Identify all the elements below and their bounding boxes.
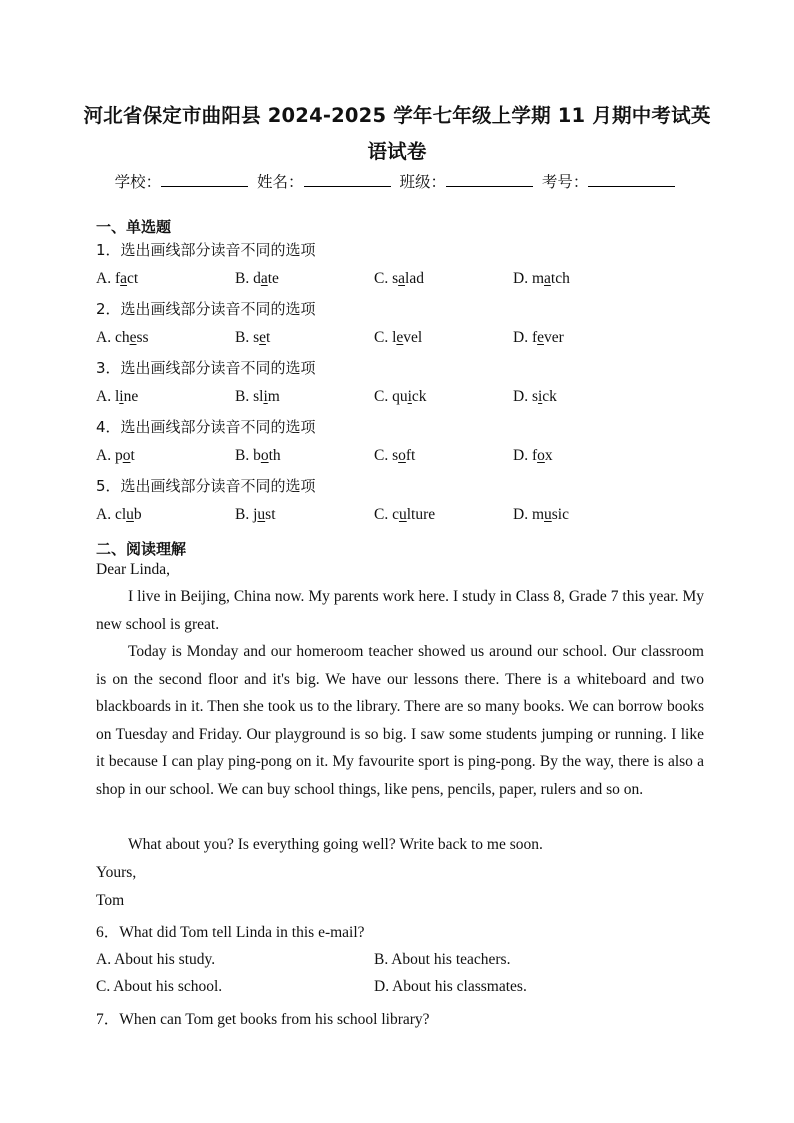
student-info-line <box>0 170 794 192</box>
school-blank[interactable] <box>161 172 248 187</box>
option-row <box>96 978 716 1000</box>
title-line-1: 河北省保定市曲阳县 2024-2025 学年七年级上学期 11 月期中考试英 <box>83 104 711 127</box>
option-b[interactable]: B. date <box>235 270 279 287</box>
name-label: 姓名： <box>257 173 304 191</box>
option-d[interactable]: D. match <box>513 270 570 287</box>
school-label: 学校： <box>114 173 162 191</box>
name-blank[interactable] <box>304 172 391 187</box>
class-label: 班级： <box>399 173 446 191</box>
option-d[interactable]: D. fever <box>513 329 564 346</box>
section-heading-reading: 二、阅读理解 <box>96 540 187 558</box>
letter-paragraph: Today is Monday and our homeroom teacher showed us around our school. Our classroom is on the second floor and it's big. We have our lessons there. There is a whiteboard and two blackboards in it. Then she took us to the library. There are so many books. We can borrow books on Tuesday and Friday. Our playground is so big. I saw some students jumping or running. I like it because I can play ping-pong on it. My favourite sport is ping-pong. By the way, there is also a shop in our school. We can buy school things, like pens, pencils, paper, rulers and so on. <box>96 643 704 798</box>
question-stem: 6．What did Tom tell Linda in this e-mail? <box>96 924 365 941</box>
question-stem: 7．When can Tom get books from his school library? <box>96 1011 430 1028</box>
option-d[interactable]: D. About his classmates. <box>374 978 527 995</box>
option-c[interactable]: C. level <box>374 329 423 346</box>
option-a[interactable]: A. chess <box>96 329 149 346</box>
option-c[interactable]: C. soft <box>374 447 416 464</box>
option-a[interactable]: A. pot <box>96 447 135 464</box>
option-a[interactable]: A. line <box>96 388 139 405</box>
option-d[interactable]: D. fox <box>513 447 553 464</box>
number-blank[interactable] <box>588 172 675 187</box>
section-heading-single-choice: 一、单选题 <box>96 218 172 236</box>
number-label: 考号： <box>541 173 589 191</box>
option-d[interactable]: D. music <box>513 506 569 523</box>
option-c[interactable]: C. culture <box>374 506 436 523</box>
option-row <box>96 329 716 351</box>
letter-salutation: Dear Linda, <box>96 561 171 578</box>
option-row <box>96 388 716 410</box>
option-b[interactable]: B. slim <box>235 388 280 405</box>
option-c[interactable]: C. About his school. <box>96 978 223 995</box>
option-b[interactable]: B. just <box>235 506 276 523</box>
option-a[interactable]: A. club <box>96 506 142 523</box>
page-title <box>80 98 714 170</box>
letter-signature: Tom <box>96 892 125 909</box>
option-d[interactable]: D. sick <box>513 388 557 405</box>
question-stem: 4．选出画线部分读音不同的选项 <box>96 418 316 436</box>
option-c[interactable]: C. quick <box>374 388 427 405</box>
option-a[interactable]: A. About his study. <box>96 951 216 968</box>
letter-paragraph: What about you? Is everything going well? Write back to me soon. <box>128 836 543 853</box>
question-stem: 3．选出画线部分读音不同的选项 <box>96 359 316 377</box>
option-row <box>96 447 716 469</box>
option-c[interactable]: C. salad <box>374 270 424 287</box>
option-row <box>96 270 716 292</box>
title-line-2: 语试卷 <box>367 140 427 163</box>
option-b[interactable]: B. both <box>235 447 281 464</box>
option-b[interactable]: B. set <box>235 329 271 346</box>
question-stem: 2．选出画线部分读音不同的选项 <box>96 300 316 318</box>
question-stem: 5．选出画线部分读音不同的选项 <box>96 477 316 495</box>
class-blank[interactable] <box>446 172 533 187</box>
option-b[interactable]: B. About his teachers. <box>374 951 511 968</box>
letter-paragraph: I live in Beijing, China now. My parents work here. I study in Class 8, Grade 7 this year. My new school is great. <box>96 588 704 633</box>
question-stem: 1．选出画线部分读音不同的选项 <box>96 241 316 259</box>
option-row <box>96 951 716 973</box>
option-a[interactable]: A. fact <box>96 270 139 287</box>
letter-closing: Yours, <box>96 864 137 881</box>
option-row <box>96 506 716 528</box>
